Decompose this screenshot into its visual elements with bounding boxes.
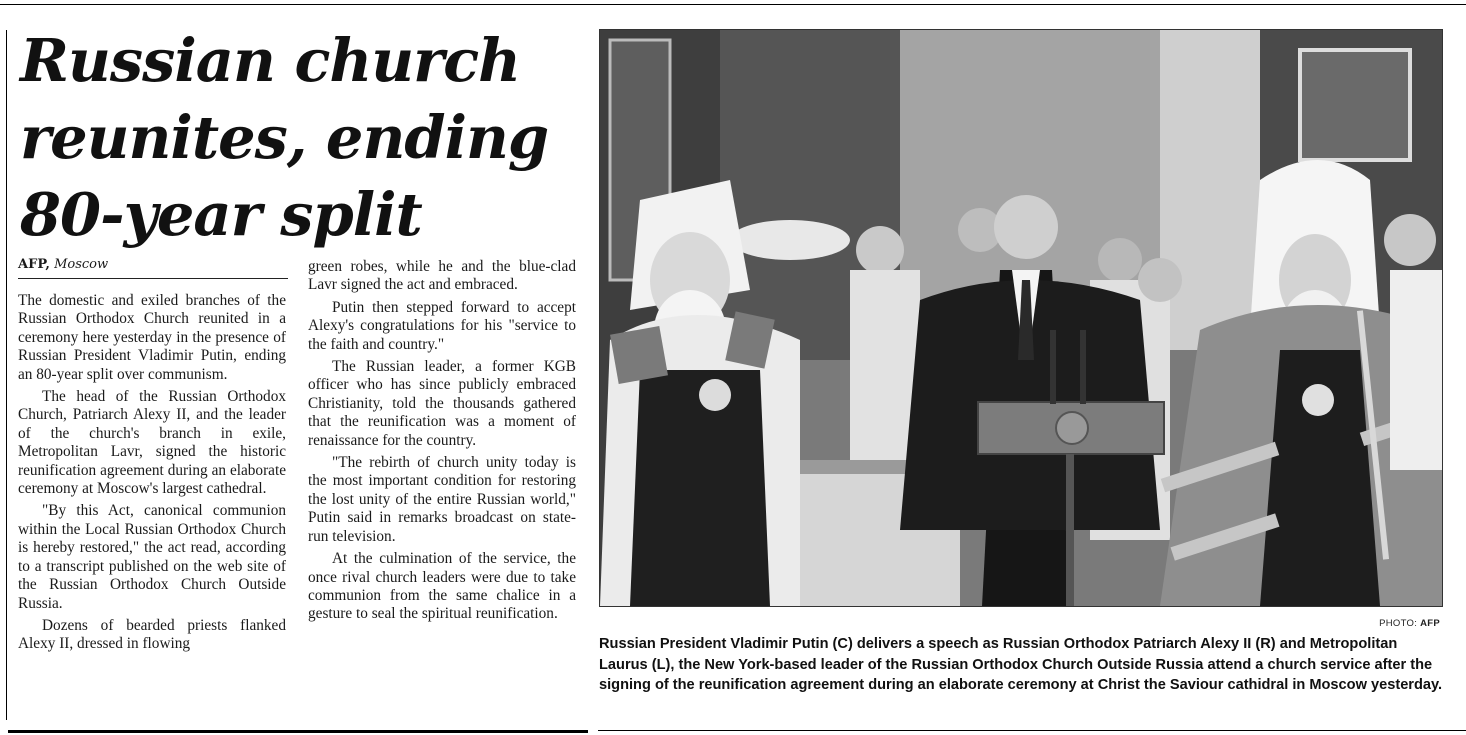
bottom-rule-right bbox=[598, 730, 1466, 731]
left-column-rule bbox=[6, 30, 7, 720]
bottom-rule-left bbox=[8, 730, 588, 733]
byline bbox=[18, 256, 288, 279]
photo-credit bbox=[1379, 618, 1440, 629]
photo-credit-source: AFP bbox=[1420, 618, 1440, 629]
top-rule bbox=[0, 4, 1466, 5]
paragraph: green robes, while he and the blue-clad Lavr signed the act and embraced. bbox=[308, 258, 576, 294]
paragraph: "The rebirth of church unity today is the most important condition for restoring the lost unity of the entire Russian world," Putin said in remarks broadcast on state-run television. bbox=[308, 454, 576, 545]
photo-illustration bbox=[600, 30, 1442, 606]
paragraph: "By this Act, canonical communion within the Local Russian Orthodox Church is hereby restored," the act read, according to a transcript published on the web site of the Russian Orthodox Church Outside Russia. bbox=[18, 502, 286, 612]
paragraph: Putin then stepped forward to accept Alexy's congratulations for his "service to the faith and country." bbox=[308, 298, 576, 353]
byline-city: Moscow bbox=[54, 257, 109, 272]
photo-credit-label: PHOTO: bbox=[1379, 618, 1418, 629]
paragraph: The domestic and exiled branches of the Russian Orthodox Church reunited in a ceremony here yesterday in the presence of Russian President Vladimir Putin, ending an 80-year split over communism. bbox=[18, 292, 286, 383]
headline: Russian church reunites, ending 80-year split bbox=[20, 26, 549, 249]
photo-caption: Russian President Vladimir Putin (C) delivers a speech as Russian Orthodox Patriarch Alexy II (R) and Metropolitan Laurus (L), the New York-based leader of the Russian Orthodox Church Outside Russia attend a church service after the signing of the reunification agreement during an elaborate ceremony at Christ the Saviour cathidral in Moscow yesterday. bbox=[599, 636, 1443, 693]
news-photo bbox=[599, 29, 1443, 607]
paragraph: Dozens of bearded priests flanked Alexy II, dressed in flowing bbox=[18, 616, 286, 653]
paragraph: The head of the Russian Orthodox Church, Patriarch Alexy II, and the leader of the church's branch in exile, Metropolitan Lavr, signed the historic reunification agreement during an elaborate ceremony at Moscow's largest cathedral. bbox=[18, 388, 286, 498]
paragraph: At the culmination of the service, the once rival church leaders were due to take communion from the same chalice in a gesture to seal the spiritual reunification. bbox=[308, 550, 576, 623]
byline-agency: AFP, bbox=[18, 257, 50, 272]
paragraph: The Russian leader, a former KGB officer who has since publicly embraced Christianity, told the thousands gathered that the reunification was a moment of renaissance for the country. bbox=[308, 358, 576, 449]
article-column-2 bbox=[308, 258, 576, 628]
article-column-1 bbox=[18, 292, 286, 658]
